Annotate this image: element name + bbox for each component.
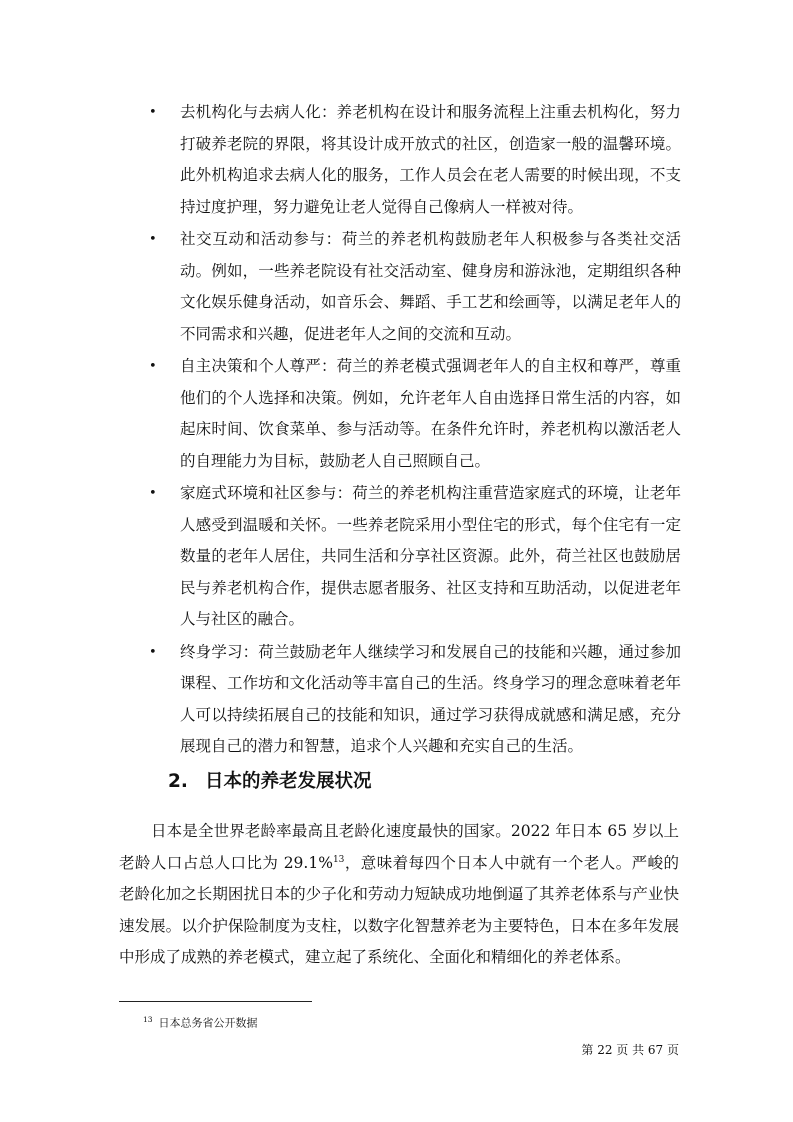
page-number: 第 22 页 共 67 页 [581, 1043, 679, 1057]
bullet-marker: • [149, 486, 157, 501]
bullet-text: 去机构化与去病人化：养老机构在设计和服务流程上注重去机构化，努力打破养老院的界限，将其设计成开放式的社区，创造家一般的温馨环境。此外机构追求去病人化的服务，工作人员会在老人需要的时候出现，不支持过度护理，努力避免让老人觉得自己像病人一样被对待。 [180, 103, 681, 216]
section-number: 2. [168, 771, 188, 792]
bullet-item-autonomy-dignity [149, 351, 681, 477]
bullet-list [149, 97, 681, 764]
bullet-marker: • [149, 644, 157, 660]
section-title: 日本的养老发展状况 [205, 771, 372, 792]
bullet-item-social-interaction [149, 224, 681, 350]
section-heading [168, 768, 372, 796]
paragraph-text-part1: 日本是全世界老龄率最高且老龄化速度最快的国家。2022 年日本 65 岁以上老龄人口占总人口比为 29.1% [119, 822, 679, 872]
bullet-text: 社交互动和活动参与：荷兰的养老机构鼓励老年人积极参与各类社交活动。例如，一些养老院设有社交活动室、健身房和游泳池，定期组织各种文化娱乐健身活动，如音乐会、舞蹈、手工艺和绘画等，以满足老年人的不同需求和兴趣，促进老年人之间的交流和互动。 [180, 230, 681, 343]
bullet-text: 家庭式环境和社区参与：荷兰的养老机构注重营造家庭式的环境，让老年人感受到温暖和关怀。一些养老院采用小型住宅的形式，每个住宅有一定数量的老年人居住，共同生活和分享社区资源。此外，荷兰社区也鼓励居民与养老机构合作，提供志愿者服务、社区支持和互助活动，以促进老年人与社区的融合。 [180, 484, 681, 628]
bullet-marker: • [149, 232, 157, 247]
body-paragraph [119, 816, 679, 974]
footnote-divider [119, 1001, 312, 1002]
bullet-item-deinstitutionalization [149, 97, 681, 223]
footnote [143, 1012, 258, 1032]
footnote-text: 日本总务省公开数据 [158, 1016, 258, 1030]
footnote-reference[interactable]: 13 [332, 854, 345, 865]
bullet-item-home-environment [149, 478, 681, 636]
footnote-number: 13 [143, 1015, 153, 1024]
bullet-marker: • [149, 359, 157, 374]
bullet-text: 终身学习：荷兰鼓励老年人继续学习和发展自己的技能和兴趣，通过参加课程、工作坊和文化活动等丰富自己的生活。终身学习的理念意味着老年人可以持续拓展自己的技能和知识，通过学习获得成就感和满足感，充分展现自己的潜力和智慧，追求个人兴趣和充实自己的生活。 [180, 642, 681, 755]
bullet-marker: • [149, 105, 157, 120]
bullet-text: 自主决策和个人尊严：荷兰的养老模式强调老年人的自主权和尊严，尊重他们的个人选择和决策。例如，允许老年人自由选择日常生活的内容，如起床时间、饮食菜单、参与活动等。在条件允许时，养老机构以激活老人的自理能力为目标，鼓励老人自己照顾自己。 [180, 357, 681, 470]
paragraph-text-part2: ，意味着每四个日本人中就有一个老人。严峻的老龄化加之长期困扰日本的少子化和劳动力短缺成功地倒逼了其养老体系与产业快速发展。以介护保险制度为支柱，以数字化智慧养老为主要特色，日本在多年发展中形成了成熟的养老模式，建立起了系统化、全面化和精细化的养老体系。 [119, 853, 679, 966]
bullet-item-lifelong-learning [149, 637, 681, 763]
